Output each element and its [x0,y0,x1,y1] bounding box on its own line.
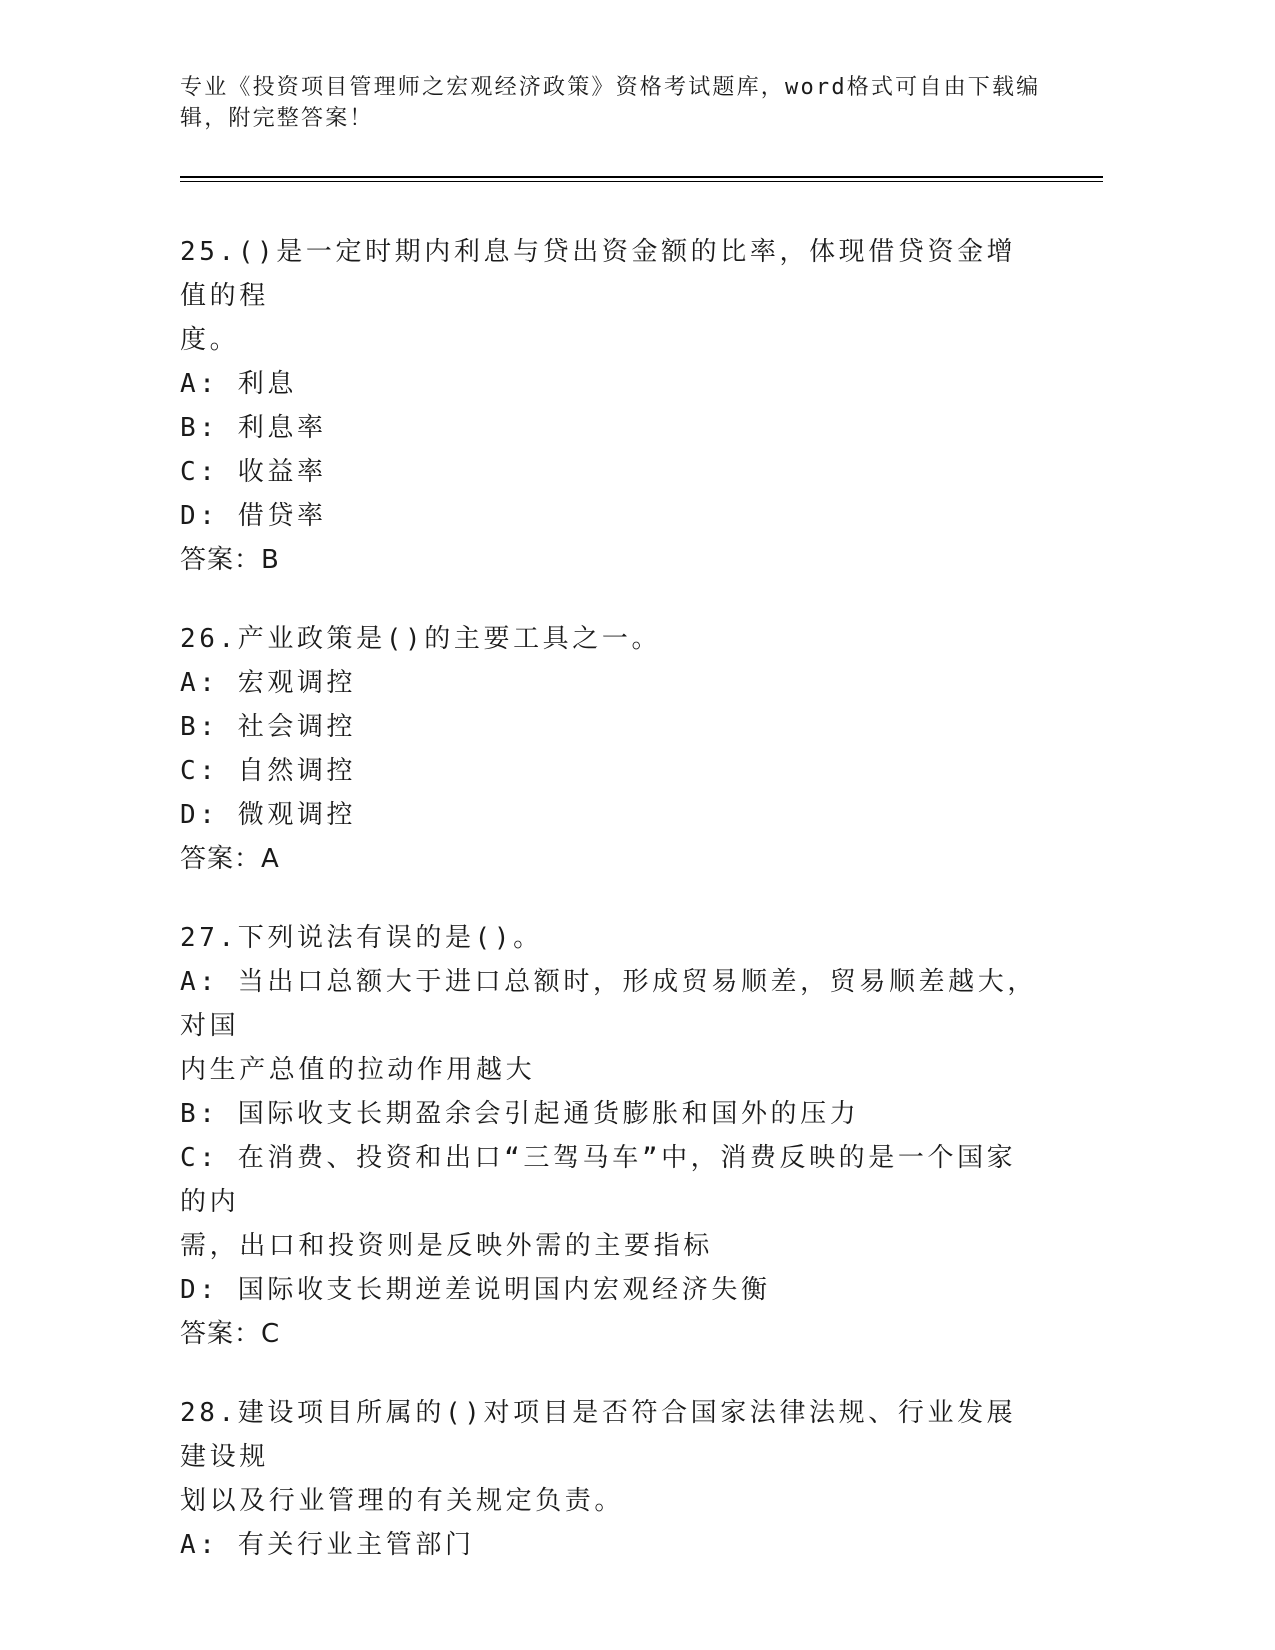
option-b: B: 国际收支长期盈余会引起通货膨胀和国外的压力 [180,1099,860,1129]
question-text-line: 划以及行业管理的有关规定负责。 [180,1486,625,1516]
option-b: B: 利息率 [180,413,327,443]
option-c: C: 自然调控 [180,756,357,786]
header-line-1: 专业《投资项目管理师之宏观经济政策》资格考试题库，word格式可自由下载编 [180,75,1041,100]
header-divider-thin [180,181,1103,182]
option-c: C: 收益率 [180,457,327,487]
option-b: B: 社会调控 [180,712,357,742]
question-27 [180,916,1040,1356]
answer-line: 答案：B [180,545,280,575]
option-c-continued: 需，出口和投资则是反映外需的主要指标 [180,1231,713,1261]
question-text-line: 25.()是一定时期内利息与贷出资金额的比率，体现借贷资金增值的程 [180,237,1017,311]
header-line-2: 辑，附完整答案！ [180,106,374,131]
answer-line: 答案：C [180,1319,281,1349]
question-text-line: 26.产业政策是()的主要工具之一。 [180,624,662,654]
option-d: D: 借贷率 [180,501,327,531]
document-header [180,72,1060,134]
option-a-continued: 内生产总值的拉动作用越大 [180,1055,536,1085]
option-d: D: 微观调控 [180,800,357,830]
answer-line: 答案：A [180,844,280,874]
option-a: A: 有关行业主管部门 [180,1530,475,1560]
question-26 [180,617,1040,881]
question-text-line: 28.建设项目所属的()对项目是否符合国家法律法规、行业发展建设规 [180,1398,1017,1472]
question-text-line: 27.下列说法有误的是()。 [180,923,543,953]
option-a: A: 利息 [180,369,297,399]
option-a: A: 宏观调控 [180,668,357,698]
question-25 [180,230,1040,582]
option-d: D: 国际收支长期逆差说明国内宏观经济失衡 [180,1275,771,1305]
question-28 [180,1391,1040,1567]
option-c: C: 在消费、投资和出口“三驾马车”中，消费反映的是一个国家的内 [180,1143,1017,1217]
question-list [180,230,1040,1602]
header-divider-thick [180,176,1103,178]
option-a: A: 当出口总额大于进口总额时，形成贸易顺差，贸易顺差越大，对国 [180,967,1037,1041]
question-text-line: 度。 [180,325,240,355]
